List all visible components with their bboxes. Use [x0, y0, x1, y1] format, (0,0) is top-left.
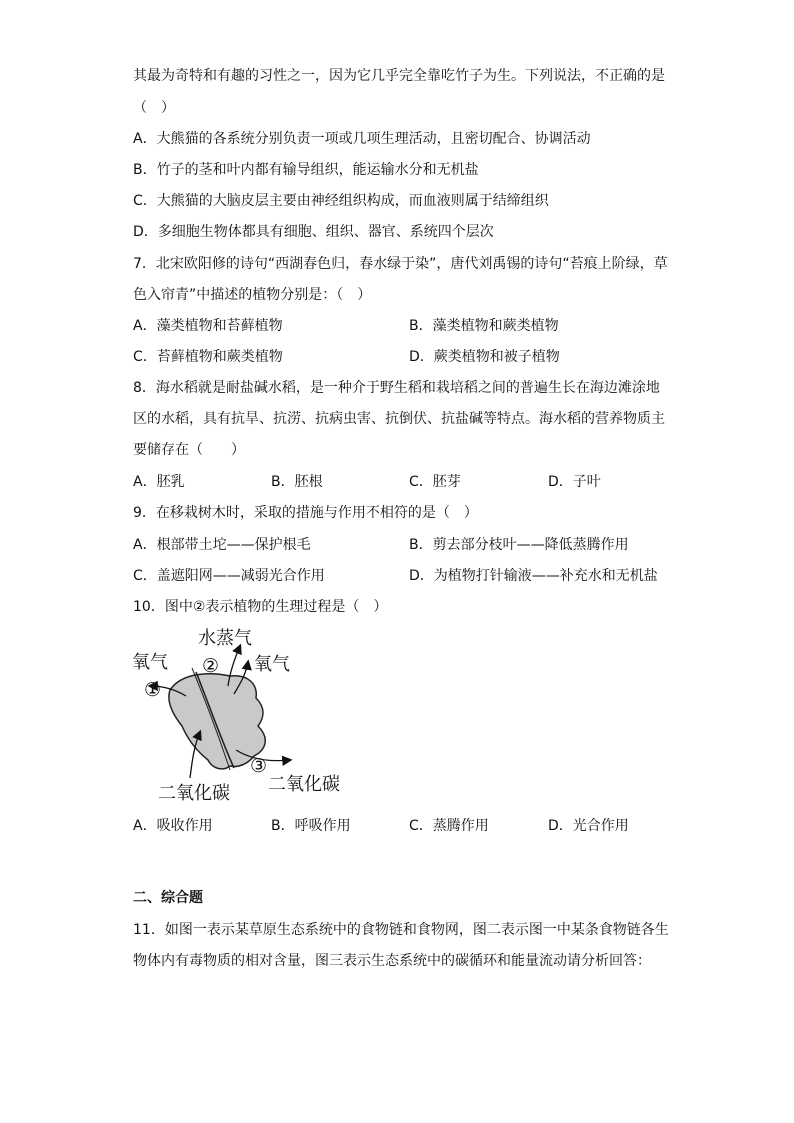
- q8-stem-line2: 区的水稻，具有抗旱、抗涝、抗病虫害、抗倒伏、抗盐碱等特点。海水稻的营养物质主: [133, 411, 665, 427]
- q6-answer-paren: （ ）: [133, 100, 175, 116]
- section-title: 二、综合题: [133, 890, 203, 906]
- q10-option-c: C．蒸腾作用: [409, 818, 489, 834]
- q8-option-b: B．胚根: [271, 474, 323, 490]
- q7-option-a: A．藻类植物和苔藓植物: [133, 318, 283, 334]
- q6-option-d: D．多细胞生物体都具有细胞、组织、器官、系统四个层次: [133, 224, 494, 240]
- q6-option-c: C．大熊猫的大脑皮层主要由神经组织构成，而血液则属于结缔组织: [133, 193, 549, 209]
- q7-stem-line2: 色入帘青”中描述的植物分别是：（ ）: [133, 287, 372, 303]
- q6-option-a: A．大熊猫的各系统分别负责一项或几项生理活动，且密切配合、协调活动: [133, 131, 591, 147]
- q9-stem: 9．在移栽树木时，采取的措施与作用不相符的是（ ）: [133, 505, 478, 521]
- q6-option-b: B．竹子的茎和叶内都有输导组织，能运输水分和无机盐: [133, 162, 479, 178]
- label-num-3: ③: [250, 755, 268, 777]
- q6-stem: 其最为奇特和有趣的习性之一，因为它几乎完全靠吃竹子为生。下列说法，不正确的是: [133, 68, 665, 84]
- q9-option-c: C．盖遮阳网——减弱光合作用: [133, 568, 325, 584]
- q9-option-d: D．为植物打针输液——补充水和无机盐: [409, 568, 658, 584]
- q10-stem: 10．图中②表示植物的生理过程是（ ）: [133, 599, 388, 615]
- label-co2-left: 二氧化碳: [158, 783, 230, 804]
- q8-option-a: A．胚乳: [133, 474, 185, 490]
- q9-option-a: A．根部带土坨——保护根毛: [133, 537, 311, 553]
- q8-option-c: C．胚芽: [409, 474, 461, 490]
- label-co2-right: 二氧化碳: [268, 774, 340, 795]
- label-num-2: ②: [202, 655, 220, 677]
- q9-option-b: B．剪去部分枝叶——降低蒸腾作用: [409, 537, 629, 553]
- q11-stem-line2: 物体内有毒物质的相对含量，图三表示生态系统中的碳循环和能量流动请分析回答：: [133, 953, 651, 969]
- label-oxygen-right: 氧气: [254, 654, 290, 675]
- q8-option-d: D．子叶: [548, 474, 601, 490]
- q11-stem-line1: 11．如图一表示某草原生态系统中的食物链和食物网，图二表示图一中某条食物链各生: [133, 922, 669, 938]
- label-oxygen-left: 氧气: [132, 652, 168, 673]
- q8-stem-line1: 8．海水稻就是耐盐碱水稻，是一种介于野生稻和栽培稻之间的普遍生长在海边滩涂地: [133, 380, 660, 396]
- q7-option-c: C．苔藓植物和蕨类植物: [133, 349, 283, 365]
- q8-stem-line3: 要储存在（ ）: [133, 442, 245, 458]
- label-water-vapor: 水蒸气: [198, 628, 252, 649]
- q7-stem-line1: 7．北宋欧阳修的诗句“西湖春色归，春水绿于染”，唐代刘禹锡的诗句“苔痕上阶绿，草: [133, 256, 668, 272]
- q10-option-b: B．呼吸作用: [271, 818, 351, 834]
- label-num-1: ①: [144, 679, 162, 701]
- q10-option-d: D．光合作用: [548, 818, 629, 834]
- q7-option-d: D．蕨类植物和被子植物: [409, 349, 560, 365]
- leaf-process-figure: [130, 622, 370, 807]
- q7-option-b: B．藻类植物和蕨类植物: [409, 318, 559, 334]
- q10-option-a: A．吸收作用: [133, 818, 213, 834]
